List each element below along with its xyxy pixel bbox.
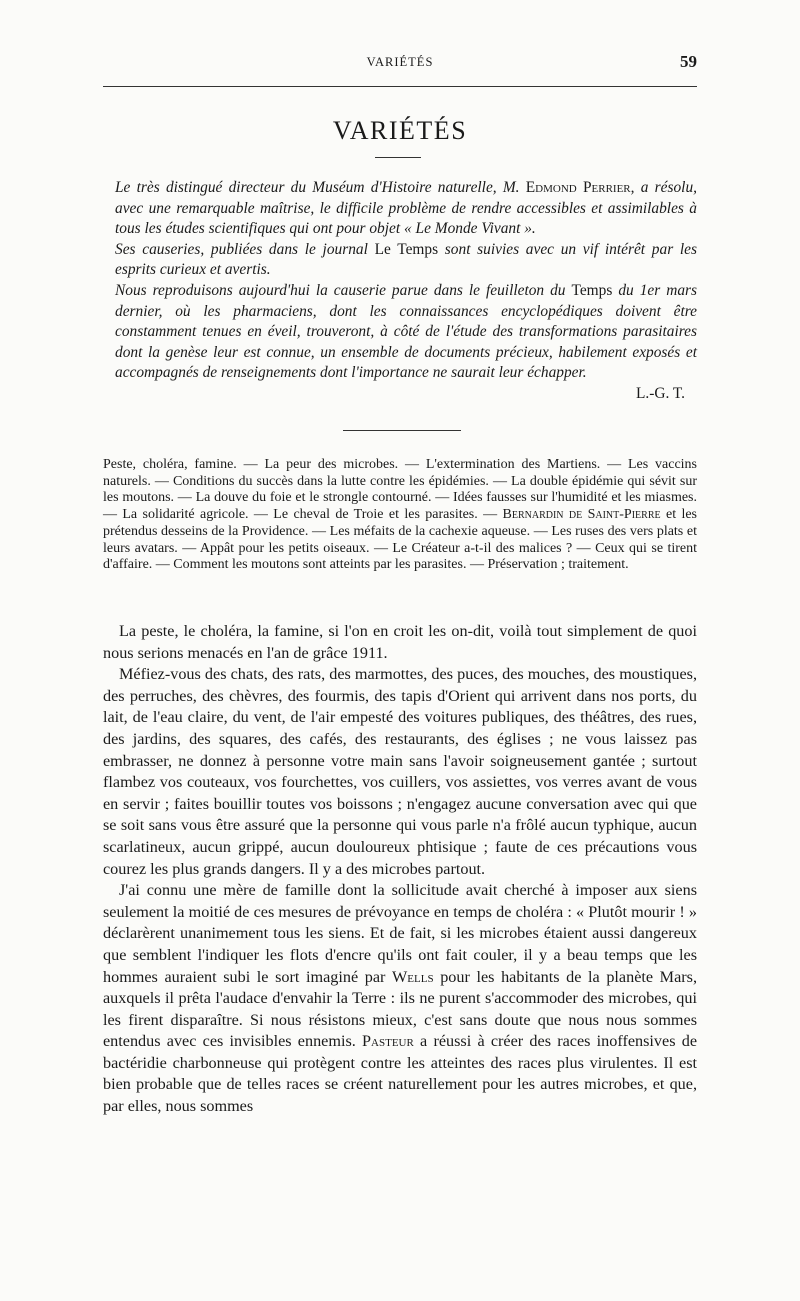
intro-note bbox=[115, 178, 697, 405]
intro-paragraph-3: Nous reproduisons aujourd'hui la causerie parue dans le feuilleton du Temps du 1er mars dernier, où les pharmaciens, dont les connaissances encyclopédiques doivent être constamment tenues en éveil, trouveront, à côté de l'étude des transformations parasitaires dont la genèse leur est connue, un ensemble de documents précieux, habilement exposés et accompagnés de renseignements dont l'importance ne saurait leur échapper. bbox=[115, 281, 697, 382]
article-body bbox=[103, 621, 697, 1118]
intro-paragraph-1: Le très distingué directeur du Muséum d'Histoire naturelle, M. Edmond Perrier, a résolu, avec une remarquable maîtrise, le difficile problème de rendre accessibles et assimilables à tous les études scientifiques qui ont pour objet « Le Monde Vivant ». bbox=[115, 179, 697, 238]
section-title: VARIÉTÉS bbox=[332, 116, 468, 145]
page-number: 59 bbox=[680, 52, 697, 71]
summary-paragraph: Peste, choléra, famine. — La peur des microbes. — L'extermination des Martiens. — Les vaccins naturels. — Conditions du succès dans la lutte contre les épidémies. — La double épidémie qui sévit sur les moutons. — La douve du foie et le strongle contourné. — Idées fausses sur l'humidité et les miasmes. — La solidarité agricole. — Le cheval de Troie et les parasites. — Bernardin de Saint-Pierre et les prétendus desseins de la Providence. — Les méfaits de la cachexie aqueuse. — Les ruses des vers plats et leurs avatars. — Appât pour les petits oiseaux. — Le Créateur a-t-il des malices ? — Ceux qui se tirent d'affaire. — Comment les moutons sont atteints par les parasites. — Préservation ; traitement. bbox=[103, 457, 698, 573]
intro-divider bbox=[343, 430, 461, 431]
author-name: Pasteur bbox=[362, 1032, 414, 1051]
author-name: Bernardin de Saint-Pierre bbox=[502, 507, 661, 523]
author-name: Wells bbox=[392, 967, 434, 986]
body-paragraph-2: Méfiez-vous des chats, des rats, des marmottes, des puces, des mouches, des moustiques, des perruches, des chèvres, des fourmis, des tapis d'Orient qui arrivent dans nos ports, du lait, de l'eau claire, du vent, de l'air empesté des voitures publiques, des théâtres, des rues, des jardins, des squares, des cafés, des restaurants, des églises ; ne vous laissez pas embrasser, ne donnez à personne votre main sans l'avoir soigneusement gantée ; surtout flambez vos couteaux, vos fourchettes, vos cuillers, vos assiettes, vos verres avant de vous en servir ; faites bouillir toutes vos boissons ; n'engagez aucune conversation avec qui que se soit sans vous être assuré que la personne qui vous parle n'a frôlé aucun typhique, aucun scarlatineux, aucun grippé, aucun douloureux phtisique ; faute de ces précautions vous courez les plus grands dangers. Il y a des microbes partout. bbox=[103, 665, 697, 878]
author-name: Edmond Perrier bbox=[525, 179, 631, 196]
body-paragraph-3: J'ai connu une mère de famille dont la sollicitude avait cherché à imposer aux siens seulement la moitié de ces mesures de prévoyance en temps de choléra : « Plutôt mourir ! » déclarèrent unanimement tous les siens. Et de fait, si les microbes étaient aussi dangereux que semblent l'indiquer les flots d'encre qu'ils ont fait couler, il y a beau temps que les hommes auraient subi le sort imaginé par Wells pour les habitants de la planète Mars, auxquels il prêta l'audace d'envahir la Terre : ils ne purent s'accommoder des microbes, qui les firent disparaître. Si nous résistons mieux, c'est sans doute que nous nous sommes entendus avec ces invisibles ennemis. Pasteur a réussi à créer des races inoffensives de bactéridie charbonneuse qui protègent contre les atteintes des races plus virulentes. Il est bien probable que de telles races se créent naturellement pour les autres microbes, et que, par elles, nous sommes bbox=[103, 881, 698, 1116]
journal-name: Temps bbox=[571, 281, 613, 299]
running-head bbox=[103, 52, 697, 76]
title-divider bbox=[375, 157, 421, 158]
body-paragraph-1: La peste, le choléra, la famine, si l'on en croit les on-dit, voilà tout simplement de quoi nous serions menacés en l'an de grâce 1911. bbox=[103, 622, 697, 662]
journal-name: Le Temps bbox=[374, 240, 439, 258]
signature-line bbox=[115, 384, 697, 405]
signature: L.-G. T. bbox=[635, 384, 685, 402]
summary bbox=[103, 457, 697, 574]
header-divider bbox=[103, 86, 697, 87]
running-title: VARIÉTÉS bbox=[366, 55, 434, 69]
intro-paragraph-2: Ses causeries, publiées dans le journal Le Temps sont suivies avec un vif intérêt par les esprits curieux et avertis. bbox=[115, 240, 697, 279]
